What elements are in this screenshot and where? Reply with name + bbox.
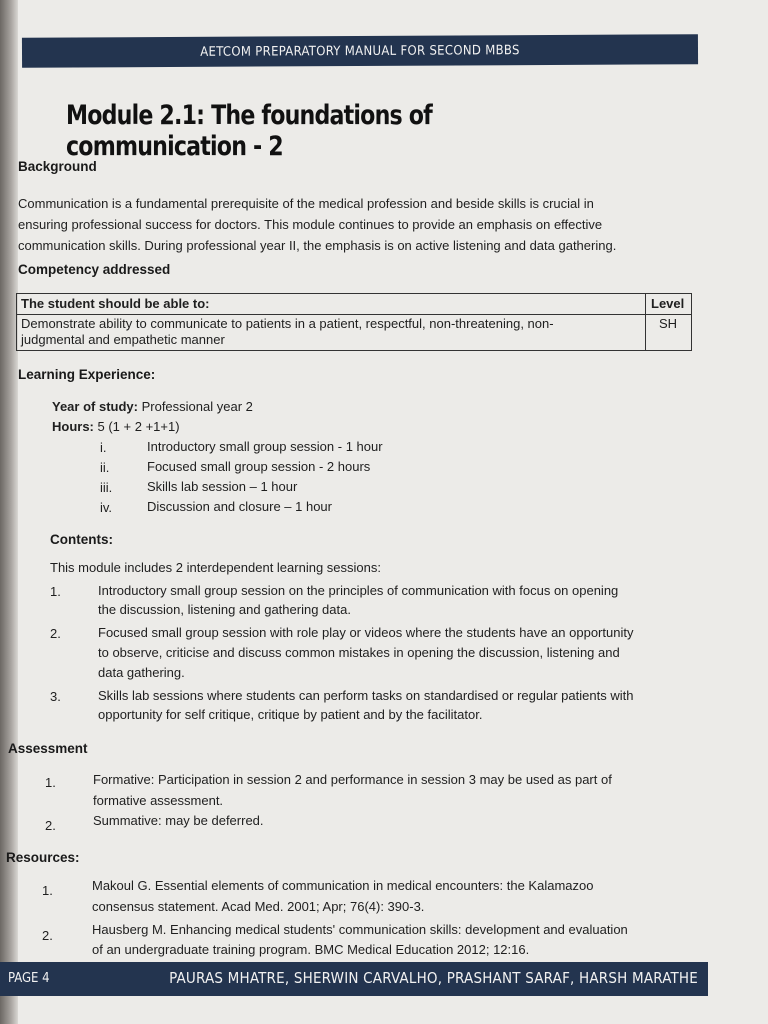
session-item: Discussion and closure – 1 hour <box>147 499 332 514</box>
session-number: iv. <box>100 500 113 515</box>
resource-item: of an undergraduate training program. BMC Medical Education 2012; 12:16. <box>92 942 530 957</box>
table-header-statement: The student should be able to: <box>21 296 210 311</box>
background-line: communication skills. During professional year II, the emphasis is on active listening and data gathering. <box>18 238 617 253</box>
contents-intro: This module includes 2 interdependent learning sessions: <box>50 560 381 575</box>
session-number: i. <box>100 440 107 455</box>
session-number: iii. <box>100 480 113 495</box>
contents-heading: Contents: <box>50 532 113 547</box>
assessment-number: 1. <box>45 775 56 790</box>
table-divider <box>645 294 646 350</box>
contents-item: data gathering. <box>98 665 185 680</box>
module-title: Module 2.1: The foundations of communication - 2 <box>66 100 432 162</box>
assessment-item: Formative: Participation in session 2 and performance in session 3 may be used as part of <box>93 772 612 787</box>
table-cell-competency: judgmental and empathetic manner <box>21 332 225 347</box>
resource-item: Makoul G. Essential elements of communication in medical encounters: the Kalamazoo <box>92 878 594 893</box>
contents-number: 3. <box>50 689 61 704</box>
assessment-heading: Assessment <box>8 741 88 756</box>
table-cell-level: SH <box>659 316 678 331</box>
page-number: PAGE 4 <box>8 971 50 986</box>
resource-item: consensus statement. Acad Med. 2001; Apr; 76(4): 390-3. <box>92 899 425 914</box>
resource-number: 1. <box>42 883 53 898</box>
competency-heading: Competency addressed <box>18 262 171 277</box>
background-heading: Background <box>18 159 97 174</box>
background-line: Communication is a fundamental prerequisite of the medical profession and beside skills is crucial in <box>18 196 594 211</box>
resource-item: Hausberg M. Enhancing medical students' communication skills: development and evaluation <box>92 922 628 937</box>
assessment-number: 2. <box>45 818 56 833</box>
page-footer <box>0 962 708 996</box>
year-value: Professional year 2 <box>141 399 253 414</box>
contents-item: Introductory small group session on the principles of communication with focus on opening <box>98 583 619 598</box>
table-cell-competency: Demonstrate ability to communicate to patients in a patient, respectful, non-threatening, non- <box>21 316 554 331</box>
book-spine-shadow <box>0 0 18 1024</box>
session-item: Skills lab session – 1 hour <box>147 479 298 494</box>
learning-heading: Learning Experience: <box>18 367 156 382</box>
session-item: Focused small group session - 2 hours <box>147 459 371 474</box>
year-of-study <box>52 397 253 417</box>
contents-number: 1. <box>50 584 61 599</box>
running-header <box>22 34 698 68</box>
hours-value: 5 (1 + 2 +1+1) <box>97 419 180 434</box>
contents-item: to observe, criticise and discuss common mistakes in opening the discussion, listening and <box>98 645 620 660</box>
competency-table <box>16 293 692 351</box>
footer-authors: PAURAS MHATRE, SHERWIN CARVALHO, PRASHANT SARAF, HARSH MARATHE <box>169 969 698 987</box>
assessment-item: Summative: may be deferred. <box>93 813 264 828</box>
assessment-item: formative assessment. <box>93 793 224 808</box>
session-item: Introductory small group session - 1 hour <box>147 439 383 454</box>
year-label: Year of study: <box>52 399 138 414</box>
contents-item: Skills lab sessions where students can perform tasks on standardised or regular patients with <box>98 688 634 703</box>
resource-number: 2. <box>42 928 53 943</box>
background-line: ensuring professional success for doctors. This module continues to provide an emphasis on effective <box>18 217 603 232</box>
contents-item: Focused small group session with role play or videos where the students have an opportunity <box>98 625 634 640</box>
contents-number: 2. <box>50 626 61 641</box>
session-number: ii. <box>100 460 110 475</box>
running-title: AETCOM PREPARATORY MANUAL FOR SECOND MBBS <box>200 42 520 60</box>
hours <box>52 417 180 437</box>
hours-label: Hours: <box>52 419 94 434</box>
resources-heading: Resources: <box>6 850 80 865</box>
table-header-level: Level <box>651 296 685 311</box>
contents-item: the discussion, listening and gathering data. <box>98 602 351 617</box>
contents-item: opportunity for self critique, critique by patient and by the facilitator. <box>98 707 483 722</box>
